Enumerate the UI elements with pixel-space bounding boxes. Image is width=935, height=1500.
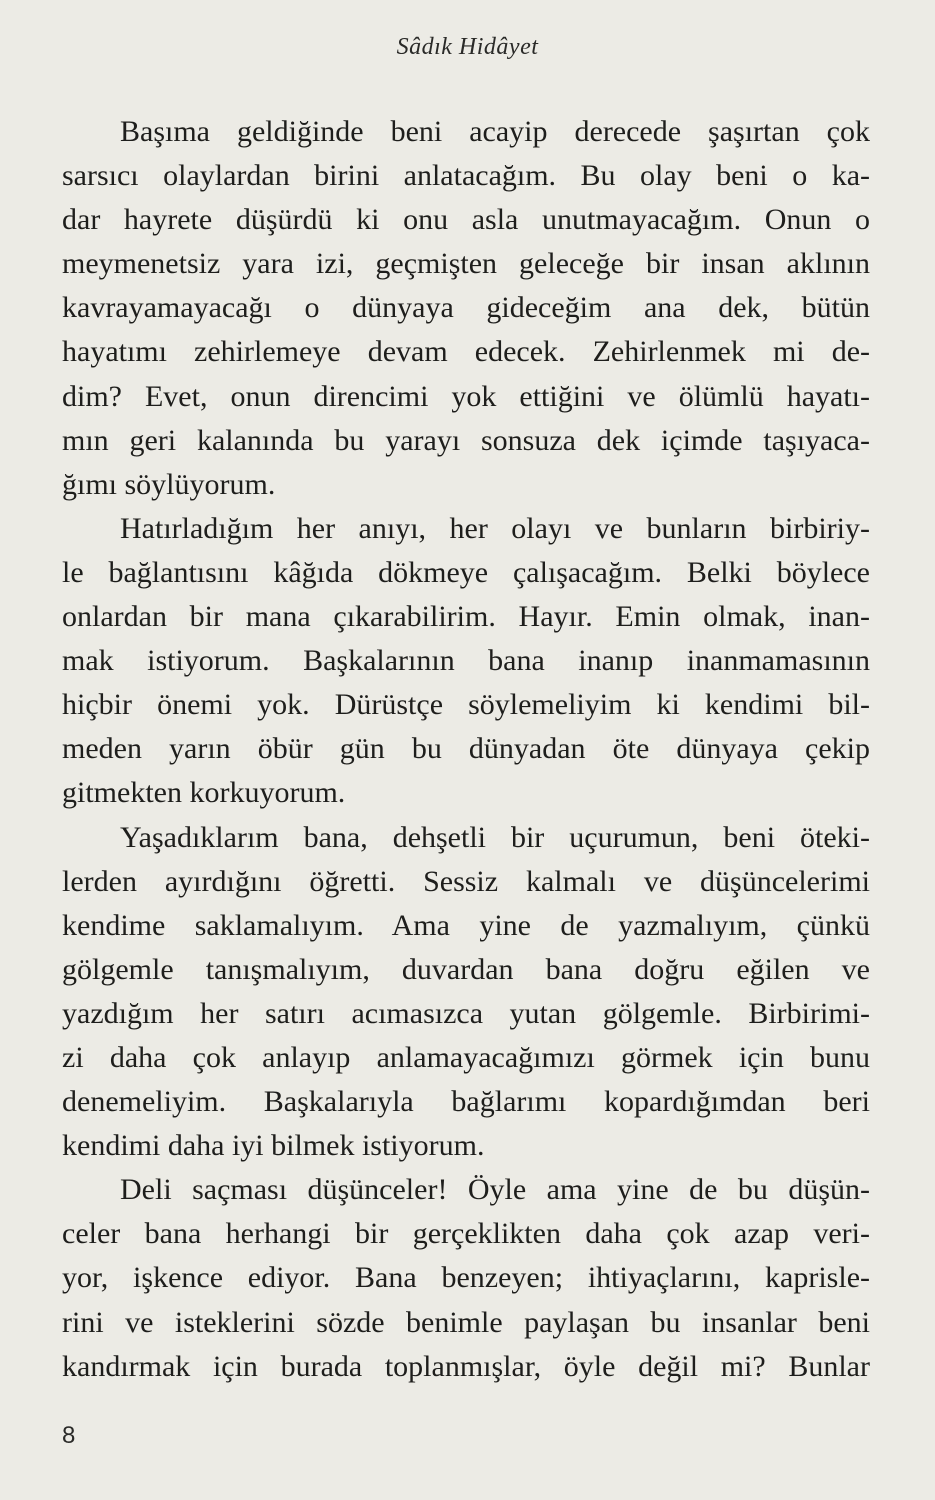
paragraph-1	[62, 110, 870, 507]
text-line: yazdığım her satırı acımasızca yutan gölgemle. Birbirimi-	[62, 996, 870, 1030]
text-line: yor, işkence ediyor. Bana benzeyen; ihtiyaçlarını, kaprisle-	[62, 1261, 870, 1295]
body-text	[62, 110, 870, 1389]
text-line: hiçbir önemi yok. Dürüstçe söylemeliyim ki kendimi bil-	[62, 688, 870, 722]
text-line: mak istiyorum. Başkalarının bana inanıp inanmamasının	[62, 644, 870, 678]
text-line: meymenetsiz yara izi, geçmişten geleceğe bir insan aklının	[62, 247, 870, 281]
text-line: meden yarın öbür gün bu dünyadan öte dünyaya çekip	[62, 732, 870, 766]
paragraph-3	[62, 816, 870, 1169]
text-line: Deli saçması düşünceler! Öyle ama yine de bu düşün-	[120, 1173, 870, 1207]
text-line: kandırmak için burada toplanmışlar, öyle değil mi? Bunlar	[62, 1349, 870, 1383]
text-line: kavrayamayacağı o dünyaya gideceğim ana dek, bütün	[62, 291, 870, 325]
text-line: gölgemle tanışmalıyım, duvardan bana doğru eğilen ve	[62, 952, 870, 986]
text-line: zi daha çok anlayıp anlamayacağımızı görmek için bunu	[62, 1040, 870, 1074]
paragraph-4	[62, 1168, 870, 1388]
text-line: rini ve isteklerini sözde benimle paylaşan bu insanlar beni	[62, 1305, 870, 1339]
text-line: dim? Evet, onun direncimi yok ettiğini ve ölümlü hayatı-	[62, 379, 870, 413]
text-line: gitmekten korkuyorum.	[62, 776, 346, 810]
page-number: 8	[62, 1422, 76, 1449]
paragraph-2	[62, 507, 870, 816]
text-line: hayatımı zehirlemeye devam edecek. Zehirlenmek mi de-	[62, 335, 870, 369]
text-line: Başıma geldiğinde beni acayip derecede şaşırtan çok	[120, 115, 870, 148]
running-head: Sâdık Hidâyet	[396, 34, 539, 60]
text-line: kendime saklamalıyım. Ama yine de yazmalıyım, çünkü	[62, 908, 870, 942]
text-line: ğımı söylüyorum.	[62, 467, 276, 501]
text-line: le bağlantısını kâğıda dökmeye çalışacağım. Belki böylece	[62, 555, 870, 589]
text-line: mın geri kalanında bu yarayı sonsuza dek içimde taşıyaca-	[62, 423, 870, 457]
text-line: sarsıcı olaylardan birini anlatacağım. Bu olay beni o ka-	[62, 159, 870, 193]
text-line: lerden ayırdığını öğretti. Sessiz kalmalı ve düşüncelerimi	[62, 864, 870, 898]
text-line: denemeliyim. Başkalarıyla bağlarımı kopardığımdan beri	[62, 1085, 870, 1119]
text-line: kendimi daha iyi bilmek istiyorum.	[62, 1129, 485, 1163]
text-line: dar hayrete düşürdü ki onu asla unutmayacağım. Onun o	[62, 203, 870, 237]
text-line: celer bana herhangi bir gerçeklikten daha çok azap veri-	[62, 1217, 870, 1251]
text-line: Hatırladığım her anıyı, her olayı ve bunların birbiriy-	[120, 511, 870, 545]
text-line: Yaşadıklarım bana, dehşetli bir uçurumun, beni öteki-	[120, 820, 870, 854]
text-line: onlardan bir mana çıkarabilirim. Hayır. Emin olmak, inan-	[62, 600, 870, 634]
